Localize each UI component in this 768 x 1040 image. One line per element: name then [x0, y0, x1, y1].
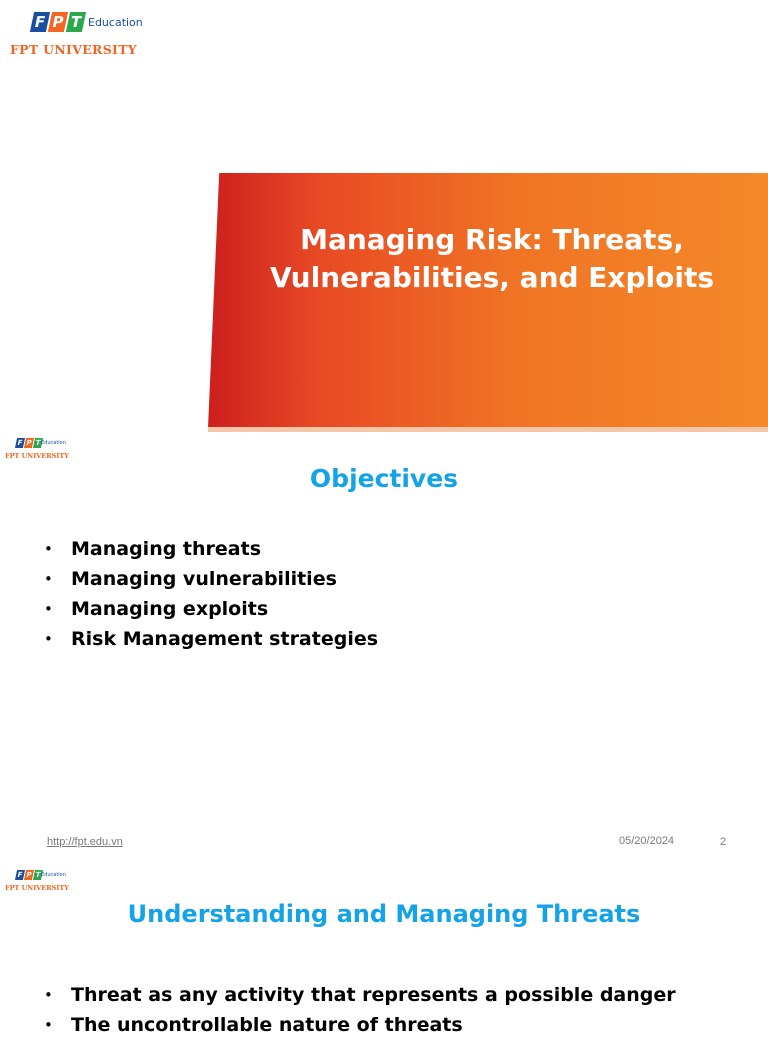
logo-tile-f: F	[16, 439, 24, 447]
logo-education-label: Education	[88, 16, 143, 29]
list-item: • The uncontrollable nature of threats	[44, 1010, 676, 1040]
list-item: • Managing threats	[44, 534, 378, 564]
logo-tile-p: P	[25, 439, 33, 447]
fpt-education-logo-small	[5, 438, 75, 460]
footer-date: 05/20/2024	[619, 835, 675, 847]
logo-university-label: FPT UNIVERSITY	[5, 452, 69, 460]
objectives-heading: Objectives	[309, 464, 459, 493]
list-item: • Managing exploits	[44, 594, 378, 624]
slide-3	[0, 864, 768, 1036]
logo-tile-t: T	[66, 12, 86, 32]
list-item: • Managing vulnerabilities	[44, 564, 378, 594]
slide-1	[0, 0, 768, 432]
logo-university-label: FPT UNIVERSITY	[10, 42, 138, 57]
logo-tile-t: T	[34, 439, 42, 447]
logo-university-label: FPT UNIVERSITY	[5, 884, 69, 892]
logo-education-label: Education	[41, 440, 66, 446]
slide-title: Managing Risk: Threats, Vulnerabilities, and Exploits	[269, 223, 715, 294]
footer-link[interactable]: http://fpt.edu.vn	[47, 836, 123, 848]
logo-tile-f: F	[30, 12, 50, 32]
page-number: 2	[720, 836, 727, 848]
objectives-list	[44, 534, 378, 654]
fpt-education-logo-small	[5, 870, 75, 892]
list-item: • Threat as any activity that represents a possible danger	[44, 980, 676, 1010]
slide-2	[0, 432, 768, 864]
logo-tile-f: F	[16, 871, 24, 879]
list-item: • Risk Management strategies	[44, 624, 378, 654]
fpt-education-logo	[10, 12, 160, 60]
threats-list	[44, 980, 676, 1040]
logo-tile-p: P	[48, 12, 68, 32]
logo-tile-p: P	[25, 871, 33, 879]
logo-education-label: Education	[41, 872, 66, 878]
threats-heading: Understanding and Managing Threats	[127, 900, 641, 928]
title-banner	[208, 173, 768, 428]
logo-tile-t: T	[34, 871, 42, 879]
